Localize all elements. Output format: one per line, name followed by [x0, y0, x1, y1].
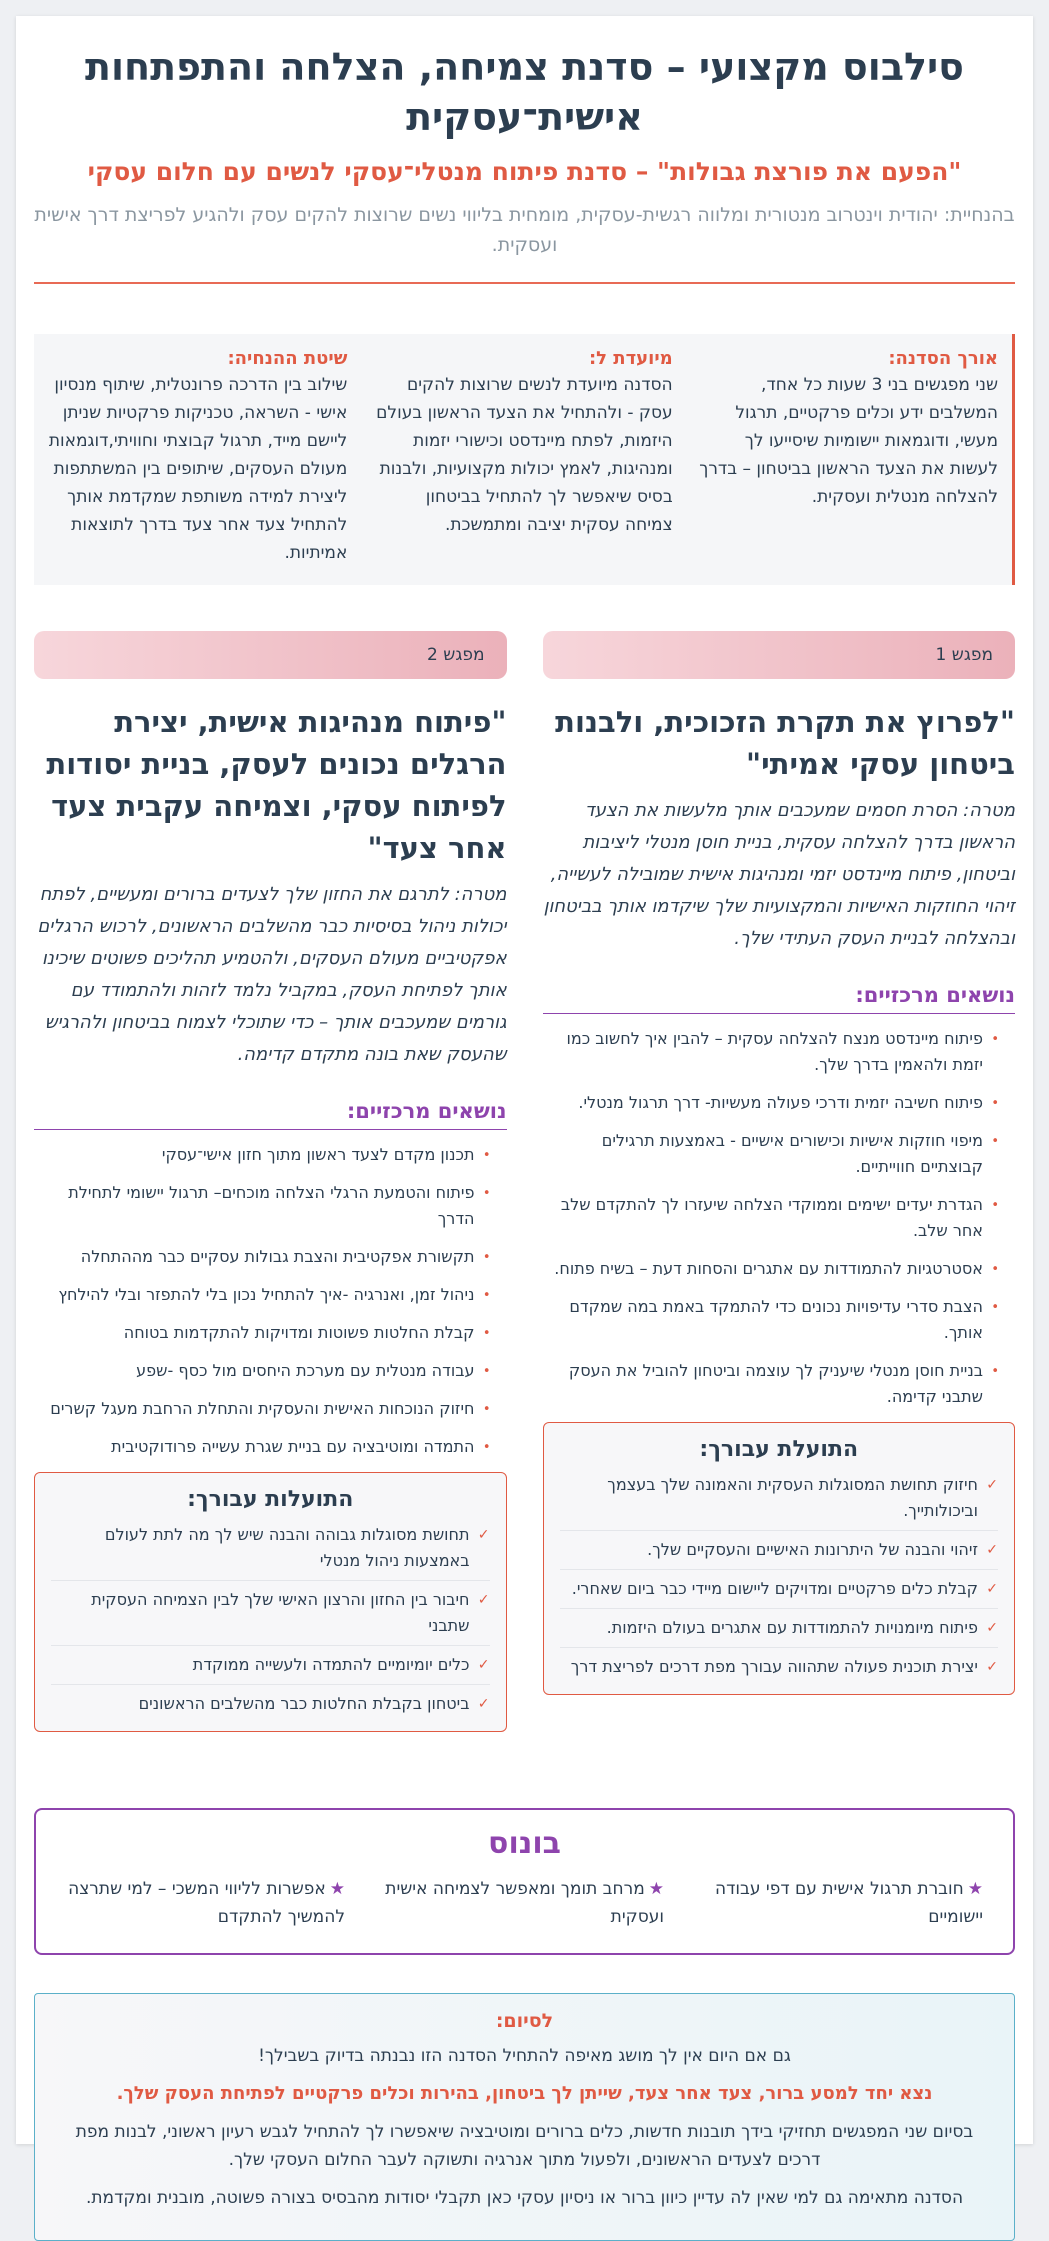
summary-box [34, 1993, 1015, 2241]
benefit-item: ✓ ביטחון בקבלת החלטות כבר מהשלבים הראשונים [51, 1691, 490, 1723]
benefit-item: ✓ יצירת תוכנית פעולה שתהווה עבורך מפת דרכים לפריצת דרך [560, 1654, 999, 1686]
check-icon: ✓ [986, 1477, 998, 1493]
header-divider [34, 282, 1015, 284]
summary-title: לסיום: [495, 2010, 554, 2032]
bullet-icon: • [991, 1300, 999, 1315]
bonus-item: ★חוברת תרגול אישית עם דפי עבודה יישומיים [715, 1879, 983, 1927]
info-method [48, 348, 347, 567]
session-2-title: "פיתוח מנהיגות אישית, יצירת הרגלים נכונים לעסק, בניית יסודות לפיתוח עסקי, וצמיחה עקבית צעד אחר צעד" [46, 705, 507, 865]
check-icon: ✓ [477, 1527, 490, 1543]
session-2 [34, 631, 507, 1732]
benefit-item: ✓ פיתוח מיומנויות להתמודדות עם אתגרים בעולם היזמות. [560, 1615, 999, 1648]
list-item: • בניית חוסן מנטלי שיעניק לך עוצמה וביטחון להוביל את העסק שתבני קדימה. [568, 1361, 999, 1406]
bullet-icon: • [482, 1402, 491, 1417]
list-item: • אסטרטגיות להתמודדות עם אתגרים והסחות דעת – בשיח פתוח. [543, 1256, 1016, 1282]
list-item: • הצבת סדרי עדיפויות נכונים כדי להתמקד באמת במה שמקדם אותך. [569, 1297, 999, 1342]
bullet-icon: • [482, 1288, 491, 1303]
list-item: • פיתוח חשיבה יזמית ודרכי פעולה מעשיות- דרך תרגול מנטלי. [543, 1090, 1016, 1116]
star-icon: ★ [648, 1879, 664, 1899]
bullet-icon: • [991, 1134, 999, 1149]
summary-highlight: נצא יחד למסע ברור, צעד אחר צעד, שייתן לך ביטחון, בהירות וכלים פרקטיים לפתיחת העסק שלך. [116, 2083, 933, 2104]
bullet-icon: • [482, 1440, 491, 1455]
benefits-list [560, 1472, 999, 1686]
session-1-goal: מטרה: הסרת חסמים שמעכבים אותך מלעשות את הצעד הראשון בדרך להצלחה עסקית, בניית חוסן מנטלי ליציבות וביטחון, פיתוח מיינדסט יזמי ומנהיגות אישית שמובילה לעשייה, זיהוי החוזקות האישיות והמקצועיות שלך שיקדמו אותך בביטחון ובהצלחה לבניית העסק העתידי שלך. [543, 800, 1015, 949]
list-item: • קבלת החלטות פשוטות ומדויקות להתקדמות בטוחה [34, 1320, 507, 1346]
info-audience-title: מיועדת ל: [588, 348, 673, 369]
bullet-icon: • [482, 1364, 491, 1379]
benefit-item: ✓ זיהוי והבנה של היתרונות האישיים והעסקיים שלך. [560, 1537, 999, 1570]
session-1-tab: מפגש 1 [543, 631, 1016, 679]
bullet-icon: • [991, 1364, 999, 1379]
benefit-item: ✓ תחושת מסוגלות גבוהה והבנה שיש לך מה לתת לעולם באמצעות ניהול מנטלי [51, 1522, 490, 1581]
info-audience-text: הסדנה מיועדת לנשים שרוצות להקים עסק - ולהתחיל את הצעד הראשון בעולם היזמות, לפתח מיינדסט וכישורי יזמות ומנהיגות, לאמץ יכולות מקצועיות, ולבנות בסיס שיאפשר לך להתחיל בביטחון צמיחה עסקית יציבה ומתמשכת. [376, 375, 673, 535]
info-audience [373, 348, 672, 567]
info-duration [699, 348, 998, 567]
summary-line-1: גם אם היום אין לך מושג מאיפה להתחיל הסדנה הזו נבנתה בדיוק בשבילך! [258, 2046, 791, 2066]
session-2-benefits [34, 1472, 507, 1732]
check-icon: ✓ [986, 1620, 998, 1636]
bullet-icon: • [482, 1186, 491, 1201]
bullet-icon: • [991, 1032, 999, 1047]
summary-line-3: בסיום שני המפגשים תחזיקי בידך תובנות חדשות, כלים ברורים ומוטיבציה שיאפשרו לך להתחיל לגבש רעיון ראשוני, לבנות מפת דרכים לצעדים הראשונים, ולפעול מתוך אנרגיה ותשוקה לעבר החלום העסקי שלך. [75, 2122, 974, 2170]
list-item: • פיתוח והטמעת הרגלי הצלחה מוכחים– תרגול יישומי לתחילת הדרך [68, 1183, 491, 1228]
info-method-text: שילוב בין הדרכה פרונטלית, שיתוף מנסיון אישי - השראה, טכניקות פרקטיות שניתן ליישם מייד, תרגול קבוצתי וחוויתי,דוגמאות מעולם העסקים, שיתופים בין המשתתפות ליצירת למידה משותפת שמקדמת אותך להתחיל צעד אחר צעד בדרך לתוצאות אמיתיות. [48, 375, 348, 563]
check-icon: ✓ [986, 1659, 998, 1675]
list-item: • חיזוק הנוכחות האישית והעסקית והתחלת הרחבת מעגל קשרים [34, 1396, 507, 1422]
list-item: • תכנון מקדם לצעד ראשון מתוך חזון אישי־עסקי [34, 1142, 507, 1168]
session-2-benefits-title: התועלות עבורך: [187, 1487, 354, 1512]
session-1-benefits-title: התועלת עבורך: [699, 1437, 859, 1462]
list-item: • תקשורת אפקטיבית והצבת גבולות עסקיים כבר מההתחלה [34, 1244, 507, 1270]
bullet-icon: • [482, 1326, 491, 1341]
benefit-item: ✓ חיבור בין החזון והרצון האישי שלך לבין הצמיחה העסקית שתבני [51, 1587, 490, 1646]
bullet-icon: • [991, 1198, 999, 1213]
session-2-topics [34, 1142, 507, 1460]
check-icon: ✓ [986, 1542, 998, 1558]
bullet-icon: • [991, 1262, 999, 1277]
page-title: סילבוס מקצועי – סדנת צמיחה, הצלחה והתפתחות אישית־עסקית [84, 45, 965, 139]
check-icon: ✓ [477, 1592, 490, 1608]
star-icon: ★ [329, 1879, 345, 1899]
benefit-item: ✓ קבלת כלים פרקטיים ומדויקים ליישום מיידי כבר ביום שאחרי. [560, 1576, 999, 1609]
bonus-items [66, 1875, 983, 1931]
summary-line-4: הסדנה מתאימה גם למי שאין לה עדיין כיוון ברור או ניסיון עסקי כאן תקבלי יסודות מהבסיס בצורה פשוטה, מובנית ומקדמת. [85, 2188, 964, 2208]
session-2-goal: מטרה: לתרגם את החזון שלך לצעדים ברורים ומעשיים, לפתח יכולות ניהול בסיסיות כבר מהשלבים הראשונים, לרכוש הרגלים אפקטיביים מעולם העסקים, ולהטמיע תהליכים פשוטים שיכינו אותך לפתיחת העסק, במקביל נלמד לזהות ולהתמודד עם גורמים שמעכבים אותך – כדי שתוכלי לצמוח בביטחון ולהרגיש שהעסק שאת בונה מתקדם קדימה. [37, 884, 507, 1065]
session-1-topics-title: נושאים מרכזיים: [543, 983, 1016, 1014]
list-item: • עבודה מנטלית עם מערכת היחסים מול כסף -שפע [34, 1358, 507, 1384]
benefits-list [51, 1522, 490, 1723]
bonus-box [34, 1808, 1015, 1955]
session-2-tab: מפגש 2 [34, 631, 507, 679]
syllabus-page [16, 16, 1033, 2208]
bullet-icon: • [482, 1148, 491, 1163]
info-duration-text: שני מפגשים בני 3 שעות כל אחד, המשלבים ידע וכלים פרקטיים, תרגול מעשי, ודוגמאות יישומיות שיסייעו לך לעשות את הצעד הראשון בביטחון – בדרך להצלחה מנטלית ועסקית. [699, 375, 998, 507]
bonus-title: בונוס [488, 1826, 561, 1861]
sessions-row [34, 631, 1015, 1732]
session-2-topics-title: נושאים מרכזיים: [34, 1099, 507, 1130]
bonus-item: ★מרחב תומך ומאפשר לצמיחה אישית ועסקית [385, 1879, 664, 1927]
benefit-item: ✓ כלים יומיומיים להתמדה ולעשייה ממוקדת [51, 1652, 490, 1685]
list-item: • הגדרת יעדים ישימים וממוקדי הצלחה שיעזרו לך להתקדם שלב אחר שלב. [560, 1195, 999, 1240]
bonus-item: ★אפשרות לליווי המשכי – למי שתרצה להמשיך להתקדם [68, 1879, 345, 1927]
session-1-topics [543, 1026, 1016, 1410]
page-subtitle: "הפעם את פורצת גבולות" – סדנת פיתוח מנטלי־עסקי לנשים עם חלום עסקי [87, 157, 962, 186]
info-duration-title: אורך הסדנה: [888, 348, 998, 369]
list-item: • התמדה ומוטיבציה עם בניית שגרת עשייה פרודוקטיבית [34, 1434, 507, 1460]
check-icon: ✓ [986, 1581, 998, 1597]
list-item: • פיתוח מיינדסט מנצח להצלחה עסקית – להבין איך לחשוב כמו יזמת ולהאמין בדרך שלך. [566, 1029, 999, 1074]
star-icon: ★ [967, 1879, 983, 1899]
guide-line: בהנחיית: יהודית וינטרוב מנטורית ומלווה רגשית-עסקית, מומחית בליווי נשים שרוצות להקים עסק ולהגיע לפריצת דרך אישית ועסקית. [34, 204, 1015, 256]
list-item: • ניהול זמן, ואנרגיה -איך להתחיל נכון בלי להתפזר ובלי להילחץ [34, 1282, 507, 1308]
benefit-item: ✓ חיזוק תחושת המסוגלות העסקית והאמונה שלך בעצמך וביכולותייך. [560, 1472, 999, 1531]
bullet-icon: • [482, 1250, 491, 1265]
session-1 [543, 631, 1016, 1732]
session-1-benefits [543, 1422, 1016, 1695]
check-icon: ✓ [477, 1657, 490, 1673]
info-box [34, 334, 1015, 585]
bullet-icon: • [991, 1096, 999, 1111]
session-1-title: "לפרוץ את תקרת הזכוכית, ולבנות ביטחון עסקי אמיתי" [555, 705, 1015, 781]
check-icon: ✓ [477, 1696, 490, 1712]
info-method-title: שיטת ההנחיה: [227, 348, 348, 369]
list-item: • מיפוי חוזקות אישיות וכישורים אישיים - באמצעות תרגילים קבוצתיים חווייתיים. [601, 1131, 999, 1176]
